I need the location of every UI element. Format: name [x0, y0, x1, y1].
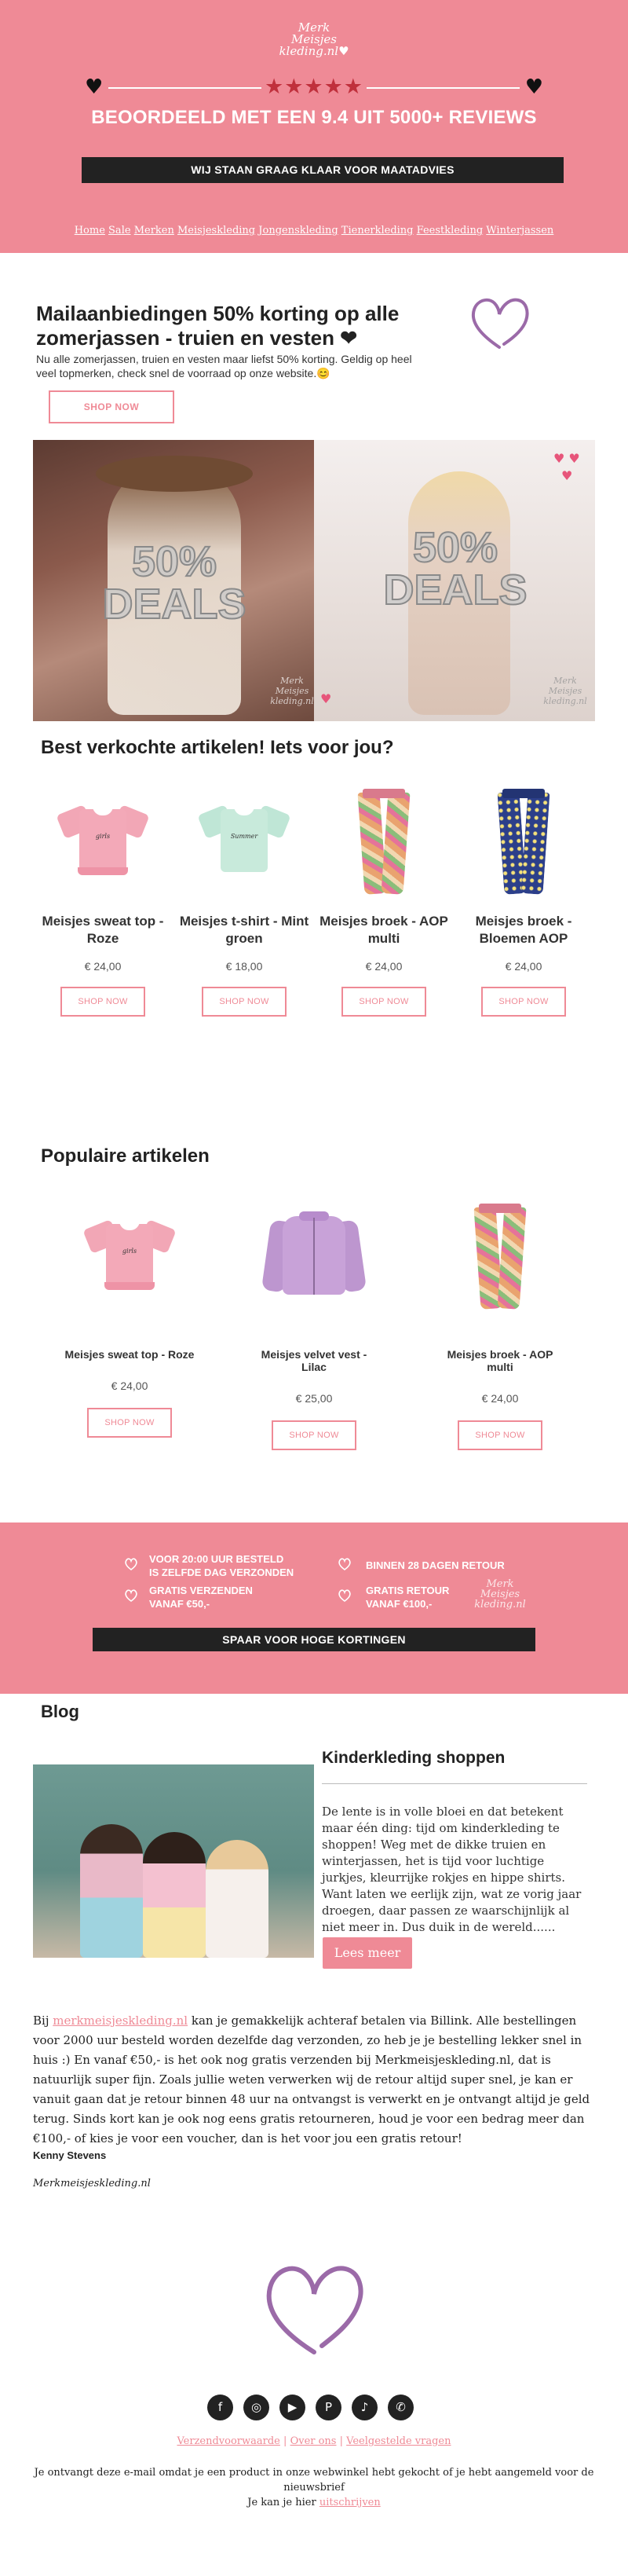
- nav-link-jongenskleding[interactable]: Jongenskleding: [258, 225, 338, 236]
- hero-logo-watermark: Merk Meisjes kleding.nl: [543, 676, 587, 706]
- nav-link-merken[interactable]: Merken: [133, 225, 174, 236]
- product-price: € 24,00: [481, 1392, 519, 1405]
- footer-note: Je ontvangt deze e-mail omdat je een product in onze webwinkel hebt gekocht of je hebt aangemeld voor de nieuwsbrief Je kan je hier uitschrijven: [34, 2467, 594, 2508]
- heart-icon: ♥: [85, 75, 104, 99]
- heart-outline-icon: [259, 2256, 369, 2358]
- product-card[interactable]: [36, 786, 170, 1017]
- tiktok-icon[interactable]: ♪: [352, 2395, 378, 2420]
- blog-image[interactable]: [33, 1764, 314, 1958]
- product-card[interactable]: [177, 786, 311, 1017]
- product-name[interactable]: Meisjes sweat top - Roze: [64, 1348, 195, 1361]
- shop-now-button[interactable]: SHOP NOW: [202, 987, 287, 1017]
- heart-icon: ♥ ♥: [553, 451, 580, 466]
- shop-now-button[interactable]: SHOP NOW: [481, 987, 566, 1017]
- mint-shirt-image[interactable]: Summer: [193, 786, 295, 896]
- product-card[interactable]: [247, 1200, 381, 1450]
- heart-outline-icon: [338, 1557, 352, 1571]
- footer-links: Verzendvoorwaarde | Over ons | Veelgestelde vragen: [177, 2435, 451, 2447]
- signature-name: Kenny Stevens: [33, 2149, 107, 2161]
- pink-top-image[interactable]: girls: [78, 1200, 181, 1310]
- whatsapp-icon[interactable]: ✆: [388, 2395, 414, 2420]
- pink-top-image[interactable]: girls: [52, 786, 154, 896]
- divider: [322, 1783, 587, 1784]
- footer-link-over-ons[interactable]: Over ons: [290, 2435, 337, 2447]
- nav-link-feestkleding[interactable]: Feestkleding: [416, 225, 484, 236]
- intro-title: Mailaanbiedingen 50% korting op alle zomerjassen - truien en vesten ❤: [36, 302, 400, 350]
- heart-icon: ♥: [561, 468, 573, 483]
- rating-row: [85, 72, 543, 104]
- instagram-icon[interactable]: ◎: [243, 2395, 269, 2420]
- savings-bar[interactable]: SPAAR VOOR HOGE KORTINGEN: [93, 1628, 535, 1651]
- product-price: € 25,00: [295, 1392, 333, 1405]
- product-price: € 24,00: [505, 960, 542, 973]
- multi-pants-image[interactable]: [449, 1200, 551, 1310]
- hero-logo-watermark: Merk Meisjes kleding.nl: [270, 676, 314, 706]
- blue-pants-image[interactable]: [473, 786, 575, 896]
- shop-now-button[interactable]: SHOP NOW: [87, 1408, 172, 1438]
- brand-logo[interactable]: Merk Meisjes kleding.nl♥: [279, 20, 349, 58]
- heart-icon: ♥: [524, 75, 543, 99]
- product-card[interactable]: [63, 1200, 196, 1438]
- site-link[interactable]: merkmeisjeskleding.nl: [53, 2014, 188, 2028]
- deal-text-left: 50% DEALS: [102, 538, 246, 628]
- product-card[interactable]: [457, 786, 590, 1017]
- popular-title: Populaire artikelen: [41, 1145, 210, 1167]
- footer-link-faq[interactable]: Veelgestelde vragen: [346, 2435, 451, 2447]
- nav-link-home[interactable]: Home: [74, 225, 105, 236]
- social-links: [207, 2395, 421, 2421]
- main-nav: [0, 225, 628, 236]
- product-price: € 24,00: [111, 1380, 148, 1392]
- product-name[interactable]: Meisjes t-shirt - Mint groen: [179, 914, 309, 946]
- product-name[interactable]: Meisjes broek - Bloemen AOP: [475, 914, 572, 946]
- heart-icon: ♥: [320, 691, 332, 706]
- nav-link-winterjassen[interactable]: Winterjassen: [486, 225, 554, 236]
- body-text: Bij merkmeisjeskleding.nl kan je gemakkelijk achteraf betalen via Billink. Alle bestellingen voor 2000 uur besteld worden dezelfde dag verzonden, zo heb je je bestelling lekker snel in huis :) En vanaf €50,- is het ook nog gratis verzenden bij Merkmeisjeskleding.nl, dat is natuurlijk super fijn. Zoals jullie weten verwerken wij de retour altijd super snel, je kan er vanuit gaan dat je retour binnen 48 uur na ontvangst is verwerkt en je ontvangt altijd je geld terug. Sinds kort kan je ook nog eens gratis retourneren, houd je voor een bedrag meer dan €100,- of kies je voor een voucher, dan is het voor jou een gratis retour!: [33, 2014, 590, 2145]
- brand-logo-watermark: Merk Meisjes kleding.nl: [474, 1578, 526, 1610]
- shop-now-button[interactable]: SHOP NOW: [341, 987, 426, 1017]
- lilac-vest-image[interactable]: [263, 1200, 365, 1310]
- blog-post-title[interactable]: Kinderkleding shoppen: [322, 1749, 506, 1767]
- blog-post-text: De lente is in volle bloei en dat betekent maar één ding: tijd om kinderkleding te shoppen! Weg met de dikke truien en winterjassen, het is tijd voor luchtige jurkjes, kleurrijke rokjes en hippe shirts. Want laten we eerlijk zijn, wat ze vorig jaar droegen, daar passen ze waarschijnlijk al niet meer in. Dus duik in de wereld......: [322, 1805, 582, 1934]
- heart-outline-icon: [124, 1557, 138, 1571]
- header-banner: [0, 0, 628, 253]
- usp-same-day-shipping: VOOR 20:00 UUR BESTELD IS ZELFDE DAG VERZONDEN: [149, 1553, 294, 1578]
- nav-link-sale[interactable]: Sale: [108, 225, 131, 236]
- usp-free-return: GRATIS RETOUR VANAF €100,-: [366, 1585, 450, 1610]
- rating-title: BEOORDEELD MET EEN 9.4 UIT 5000+ REVIEWS: [91, 107, 537, 128]
- blog-title: Blog: [41, 1702, 79, 1721]
- youtube-icon[interactable]: ▶: [279, 2395, 305, 2420]
- read-more-button[interactable]: Lees meer: [323, 1937, 412, 1969]
- advice-bar: WIJ STAAN GRAAG KLAAR VOOR MAATADVIES: [82, 157, 564, 183]
- signature-site: Merkmeisjeskleding.nl: [33, 2178, 151, 2189]
- product-card[interactable]: [433, 1200, 567, 1450]
- product-price: € 24,00: [84, 960, 122, 973]
- heart-outline-icon: [124, 1588, 138, 1603]
- product-price: € 18,00: [225, 960, 263, 973]
- footer-link-verzendvoorwaarde[interactable]: Verzendvoorwaarde: [177, 2435, 280, 2447]
- product-name[interactable]: Meisjes broek - AOP multi: [319, 914, 448, 946]
- intro-shop-now-button[interactable]: SHOP NOW: [49, 390, 174, 423]
- nav-link-tienerkleding[interactable]: Tienerkleding: [341, 225, 414, 236]
- product-card[interactable]: [317, 786, 451, 1017]
- deal-text-right: 50% DEALS: [383, 524, 528, 614]
- intro-text: Nu alle zomerjassen, truien en vesten maar liefst 50% korting. Geldig op heel veel topmerken, check snel de voorraad op onze website.😊: [36, 353, 412, 379]
- heart-outline-icon: [468, 292, 531, 352]
- usp-free-shipping: GRATIS VERZENDEN VANAF €50,-: [149, 1585, 253, 1610]
- rating-stars: ★★★★★: [261, 72, 367, 104]
- shop-now-button[interactable]: SHOP NOW: [60, 987, 145, 1017]
- usp-28-days-return: BINNEN 28 DAGEN RETOUR: [366, 1559, 505, 1571]
- nav-link-meisjeskleding[interactable]: Meisjeskleding: [177, 225, 256, 236]
- pinterest-icon[interactable]: P: [316, 2395, 341, 2420]
- product-name[interactable]: Meisjes velvet vest - Lilac: [261, 1348, 367, 1373]
- product-name[interactable]: Meisjes sweat top - Roze: [42, 914, 164, 946]
- shop-now-button[interactable]: SHOP NOW: [458, 1420, 542, 1450]
- shop-now-button[interactable]: SHOP NOW: [272, 1420, 356, 1450]
- hero-banner[interactable]: [33, 440, 595, 721]
- unsubscribe-link[interactable]: uitschrijven: [319, 2497, 381, 2508]
- multi-pants-image[interactable]: [333, 786, 435, 896]
- product-price: € 24,00: [365, 960, 403, 973]
- heart-outline-icon: [338, 1588, 352, 1603]
- bestsellers-title: Best verkochte artikelen! Iets voor jou?: [41, 737, 394, 758]
- facebook-icon[interactable]: f: [207, 2395, 233, 2420]
- product-name[interactable]: Meisjes broek - AOP multi: [447, 1348, 553, 1373]
